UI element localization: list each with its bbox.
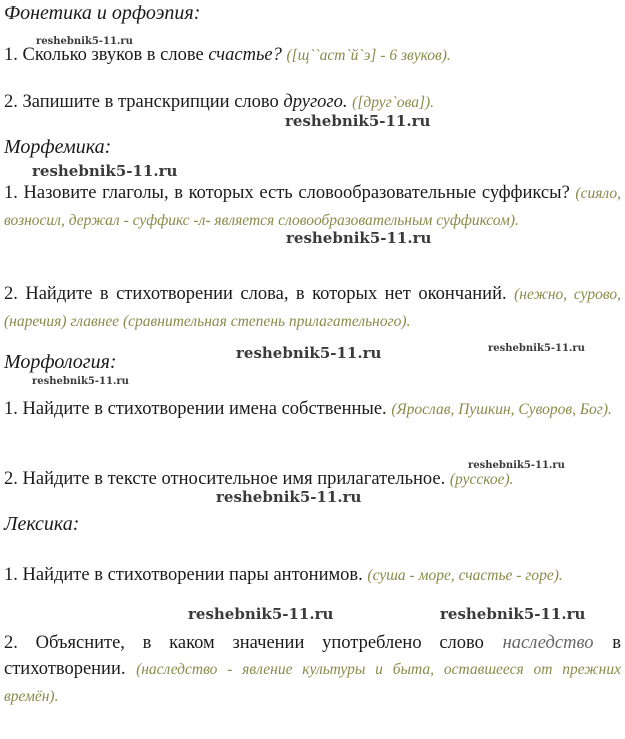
watermark: reshebnik5-11.ru (285, 112, 431, 130)
watermark: reshebnik5-11.ru (32, 162, 178, 180)
watermark: reshebnik5-11.ru (188, 605, 334, 623)
answer: ([друг`ова]). (352, 94, 435, 111)
question-word: другого. (283, 92, 348, 112)
question-text: 2. Объясните, в каком значении употреблено слово (4, 633, 502, 653)
answer: ([щ``аст`й`э] - 6 звуков). (286, 47, 451, 64)
watermark: reshebnik5-11.ru (236, 344, 382, 362)
question-text: 1. Найдите в стихотворении имена собственные. (4, 399, 392, 419)
section-heading-lexicon: Лексика: (4, 513, 80, 535)
question-text: 2. Запишите в транскрипции слово (4, 92, 284, 112)
question-1-morphology (4, 396, 621, 423)
question-2-morphemics (4, 281, 621, 335)
question-text-tail: в стихотворении. (4, 633, 621, 679)
question-text: 2. Найдите в стихотворении слова, в которых нет окончаний. (4, 284, 515, 304)
section-heading-morphemics: Морфемика: (4, 136, 112, 158)
section-heading-morphology: Морфология: (4, 351, 117, 373)
answer: (сияло, возносил, держал - суффикс -л- является словообразовательным суффиксом). (4, 185, 621, 229)
watermark: reshebnik5-11.ru (216, 488, 362, 506)
watermark: reshebnik5-11.ru (32, 376, 129, 387)
answer: (нежно, сурово, (наречия) главнее (сравнительная степень прилагательного). (4, 286, 621, 330)
question-1-phonetics (4, 42, 621, 69)
question-word: счастье? (208, 45, 282, 65)
question-text: 1. Назовите глаголы, в которых есть словообразовательные суффиксы? (4, 183, 576, 203)
section-heading-phonetics: Фонетика и орфоэпия: (4, 2, 201, 24)
question-2-lexicon (4, 630, 621, 710)
question-text: 2. Найдите в тексте относительное имя прилагательное. (4, 469, 450, 489)
answer: (суша - море, счастье - горе). (367, 567, 563, 584)
watermark: reshebnik5-11.ru (468, 460, 565, 471)
watermark: reshebnik5-11.ru (488, 343, 585, 354)
watermark: reshebnik5-11.ru (36, 36, 133, 47)
question-word: наследство (502, 633, 594, 653)
question-text: 1. Найдите в стихотворении пары антонимов. (4, 565, 368, 585)
answer: (наследство - явление культуры и быта, оставшееся от прежних времён). (4, 661, 621, 705)
question-text: 1. Сколько звуков в слове (4, 45, 209, 65)
answer: (русское). (449, 471, 514, 488)
question-2-morphology (4, 466, 621, 493)
question-1-morphemics (4, 180, 621, 234)
answer: (Ярослав, Пушкин, Суворов, Бог). (391, 401, 612, 418)
question-2-phonetics (4, 89, 621, 116)
watermark: reshebnik5-11.ru (440, 605, 586, 623)
watermark: reshebnik5-11.ru (286, 229, 432, 247)
question-1-lexicon (4, 562, 621, 589)
